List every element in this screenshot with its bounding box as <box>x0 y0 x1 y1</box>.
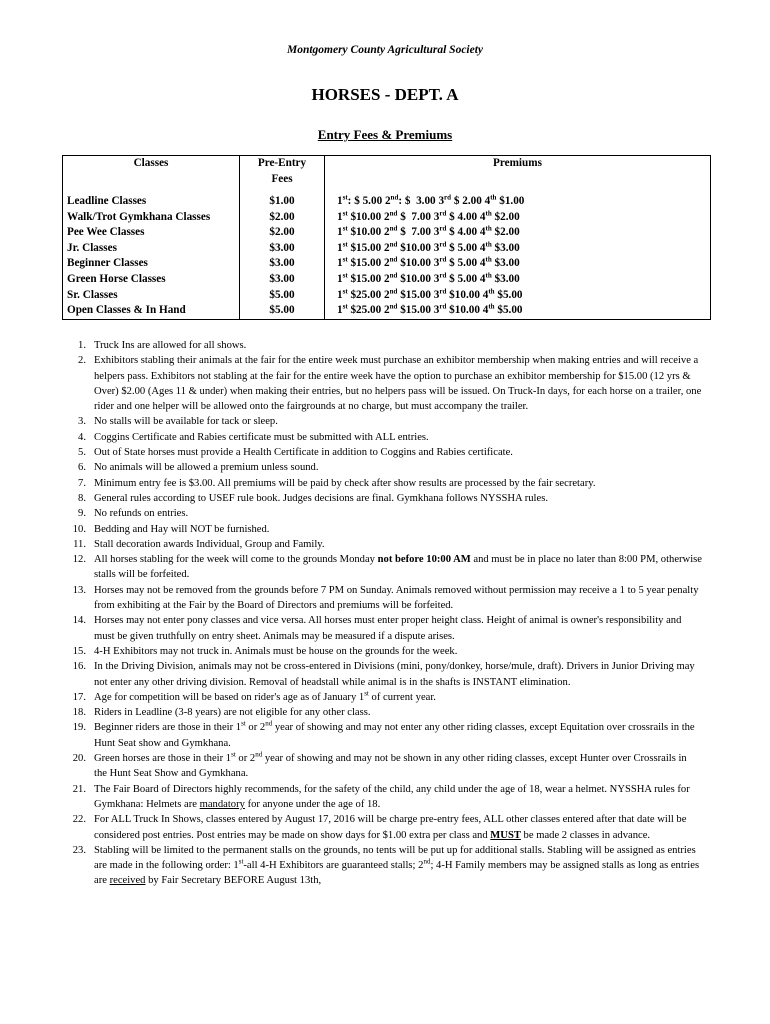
premium-value: $25.00 <box>350 288 382 301</box>
ordinal-suffix: nd <box>390 193 399 202</box>
rule-number: 21. <box>72 783 86 795</box>
rule-item <box>62 353 702 414</box>
rule-item <box>62 644 702 659</box>
premium-value: $15.00 <box>350 241 382 254</box>
premium-value: $10.00 <box>449 304 480 317</box>
rules-list <box>62 338 702 889</box>
ordinal-suffix: rd <box>439 255 447 264</box>
premium-value: $15.00 <box>400 288 431 301</box>
ordinal-suffix: st <box>342 240 348 249</box>
rule-item <box>62 338 702 353</box>
rule-text: Horses may not enter pony classes and vice versa. All horses must enter proper height class. Height of animal is owner's responsibility and must be given truthfully on entry sheet. Animals may be measured if a dispute arises. <box>94 615 682 642</box>
premium-value: $3.00 <box>494 272 520 285</box>
rule-text: Age for competition will be based on rider's age as of January 1st of current year. <box>94 689 436 703</box>
organization-name: Montgomery County Agricultural Society <box>286 44 484 56</box>
rule-text: Out of State horses must provide a Health Certificate in addition to Coggins and Rabies certificate. <box>94 447 513 459</box>
fee-row <box>63 256 711 272</box>
rule-text: 4-H Exhibitors may not truck in. Animals must be house on the grounds for the week. <box>94 645 458 657</box>
premium-amounts: 1st $25.00 2nd $15.00 3rd $10.00 4th $5.00 <box>325 303 711 319</box>
class-name: Beginner Classes <box>63 256 240 272</box>
rule-number: 5. <box>78 447 86 459</box>
premium-amounts: 1st $15.00 2nd $10.00 3rd $ 5.00 4th $3.00 <box>325 256 711 272</box>
rule-text: In the Driving Division, animals may not be cross-entered in Divisions (mini, pony/donkey, horse/mule, draft). Drivers in Junior Driving may not enter any other driving division. Removal of headstall while animal is in the shafts is INSTANT elimination. <box>94 661 695 688</box>
rule-number: 11. <box>73 538 86 550</box>
premium-value: $ 5.00 <box>449 241 478 254</box>
ordinal-suffix: nd <box>389 302 398 311</box>
pre-entry-fee: $5.00 <box>240 288 325 304</box>
rule-item <box>62 414 702 429</box>
rule-item <box>62 522 702 537</box>
ordinal-suffix: th <box>488 286 495 295</box>
rule-item <box>62 476 702 491</box>
fee-table <box>62 155 711 320</box>
premium-amounts: 1st $15.00 2nd $10.00 3rd $ 5.00 4th $3.00 <box>325 272 711 288</box>
rule-item <box>62 552 702 583</box>
premium-amounts: 1st: $ 5.00 2nd: $ 3.00 3rd $ 2.00 4th $1.00 <box>325 194 711 210</box>
rule-text: No animals will be allowed a premium unless sound. <box>94 462 319 474</box>
ordinal-suffix: th <box>490 193 497 202</box>
rule-number: 15. <box>72 645 86 657</box>
ordinal-suffix: st <box>342 286 348 295</box>
fee-row <box>63 210 711 226</box>
rule-text: Green horses are those in their 1st or 2nd year of showing and may not be shown in any other riding classes, except Hunter over Crossrails in the Hunt Seat Show and Gymkhana. <box>94 750 687 780</box>
ordinal-suffix: th <box>485 208 492 217</box>
rule-number: 17. <box>72 691 86 703</box>
rule-item <box>62 460 702 475</box>
premium-value: $5.00 <box>497 304 523 317</box>
rule-number: 9. <box>78 508 86 520</box>
rule-number: 8. <box>78 492 86 504</box>
premium-value: $ 4.00 <box>449 226 478 239</box>
pre-entry-fee: $2.00 <box>240 225 325 241</box>
bold-underlined-text: MUST <box>490 829 521 841</box>
rule-item <box>62 445 702 460</box>
ordinal-suffix: st <box>342 193 348 202</box>
rule-item <box>62 751 702 782</box>
class-name: Pee Wee Classes <box>63 225 240 241</box>
pre-entry-fee: $3.00 <box>240 241 325 257</box>
rule-text: Exhibitors stabling their animals at the fair for the entire week must purchase an exhibitor membership when making entries and will receive a helpers pass. Exhibitors not stabling at the fair for the entire week have the option to purchase an exhibitor membership for $15.00 (12 yrs & Over) $2.00 (Ages 11 & under) when making their entries, but no helpers pass will be issued. On Truck-In days, for each horse on a trailer, one rider and one helper will be allowed onto the fairgrounds at no charge, but must accompany the trailer. <box>94 355 702 413</box>
ordinal-suffix: rd <box>439 286 447 295</box>
premium-value: $10.00 <box>350 210 382 223</box>
premium-value: $1.00 <box>499 195 525 207</box>
premium-value: $ 5.00 <box>354 195 383 207</box>
rule-number: 19. <box>72 722 86 734</box>
rule-number: 20. <box>72 753 86 765</box>
ordinal-suffix: th <box>488 302 495 311</box>
rule-item <box>62 690 702 705</box>
ordinal-suffix: nd <box>255 750 263 759</box>
classes-header: Classes <box>63 156 240 195</box>
pre-entry-fee: $1.00 <box>240 194 325 210</box>
pre-entry-header <box>240 156 325 195</box>
rule-item <box>62 720 702 751</box>
class-name: Leadline Classes <box>63 194 240 210</box>
rule-text: Coggins Certificate and Rabies certificate must be submitted with ALL entries. <box>94 431 429 443</box>
rule-item <box>62 782 702 813</box>
ordinal-suffix: nd <box>265 719 273 728</box>
fee-row <box>63 241 711 257</box>
rule-text: The Fair Board of Directors highly recommends, for the safety of the child, any child under the age of 18, wear a helmet. NYSSHA rules for Gymkhana: Helmets are mandatory for anyone under the age of 18. <box>94 783 690 810</box>
rule-text: No refunds on entries. <box>94 508 189 520</box>
ordinal-suffix: st <box>342 302 348 311</box>
rule-number: 7. <box>78 477 86 489</box>
ordinal-suffix: st <box>231 750 236 759</box>
ordinal-suffix: st <box>364 689 369 698</box>
rule-number: 14. <box>72 615 86 627</box>
rule-text: Stall decoration awards Individual, Group and Family. <box>94 538 325 550</box>
rule-text: All horses stabling for the week will come to the grounds Monday not before 10:00 AM and must be in place no later than 8:00 PM, otherwise stalls will be forfeited. <box>94 554 702 581</box>
premium-value: $2.00 <box>494 226 520 239</box>
rule-number: 3. <box>78 416 86 428</box>
premium-value: $25.00 <box>350 304 382 317</box>
premium-value: $ 2.00 <box>453 195 482 207</box>
class-name: Green Horse Classes <box>63 272 240 288</box>
rule-item <box>62 491 702 506</box>
premium-value: $10.00 <box>449 288 480 301</box>
premium-value: $10.00 <box>400 272 431 285</box>
premium-value: $15.00 <box>350 272 382 285</box>
ordinal-suffix: th <box>485 271 492 280</box>
underlined-text: received <box>109 875 146 887</box>
rule-number: 12. <box>72 554 86 566</box>
ordinal-suffix: rd <box>439 208 447 217</box>
rule-number: 23. <box>72 844 86 856</box>
fee-table-header <box>63 156 711 195</box>
ordinal-suffix: st <box>342 224 348 233</box>
ordinal-suffix: rd <box>444 193 452 202</box>
premium-value: $ 5.00 <box>449 257 478 270</box>
premium-value: $15.00 <box>400 304 431 317</box>
fee-row <box>63 225 711 241</box>
premium-value: $ 5.00 <box>449 272 478 285</box>
premium-value: $5.00 <box>497 288 523 301</box>
rule-number: 13. <box>72 584 86 596</box>
ordinal-suffix: nd <box>389 286 398 295</box>
premium-value: $10.00 <box>400 241 431 254</box>
premium-amounts: 1st $10.00 2nd $ 7.00 3rd $ 4.00 4th $2.00 <box>325 225 711 241</box>
rule-text: General rules according to USEF rule book. Judges decisions are final. Gymkhana follows NYSSHA rules. <box>94 492 548 504</box>
fee-row <box>63 272 711 288</box>
ordinal-suffix: rd <box>439 302 447 311</box>
rule-number: 4. <box>78 431 86 443</box>
class-name: Open Classes & In Hand <box>63 303 240 319</box>
rule-item <box>62 613 702 644</box>
rule-text: Riders in Leadline (3-8 years) are not eligible for any other class. <box>94 707 371 719</box>
rule-text: Stabling will be limited to the permanent stalls on the grounds, no tents will be put up for additional stalls. Stabling will be assigned as entries are made in the following order: 1st-all 4-H Exhibitors are guaranteed stalls; 2nd; 4-H Family members may be assigned stalls as long as entries are received by Fair Secretary BEFORE August 13th, <box>94 844 700 887</box>
ordinal-suffix: rd <box>439 240 447 249</box>
class-name: Sr. Classes <box>63 288 240 304</box>
rule-number: 18. <box>72 707 86 719</box>
premium-value: $10.00 <box>400 257 431 270</box>
rule-text: Horses may not be removed from the grounds before 7 PM on Sunday. Animals removed without permission may receive a 1 to 5 year penalty from exhibiting at the Fair by the Board of Directors and premiums will be forfeited. <box>94 584 699 612</box>
ordinal-suffix: th <box>485 240 492 249</box>
pre-entry-fee: $5.00 <box>240 303 325 319</box>
bold-text: not before 10:00 AM <box>377 554 471 566</box>
rule-text: Truck Ins are allowed for all shows. <box>94 340 247 351</box>
ordinal-suffix: nd <box>389 271 398 280</box>
premium-amounts: 1st $25.00 2nd $15.00 3rd $10.00 4th $5.00 <box>325 288 711 304</box>
ordinal-suffix: nd <box>423 857 431 866</box>
rule-number: 10. <box>72 523 86 535</box>
underlined-text: mandatory <box>199 798 245 810</box>
rule-number: 6. <box>78 462 86 474</box>
ordinal-suffix: st <box>342 208 348 217</box>
rule-item <box>62 843 702 889</box>
rule-number: 22. <box>72 814 86 826</box>
ordinal-suffix: st <box>238 857 244 866</box>
section-subtitle: Entry Fees & Premiums <box>317 127 453 142</box>
rule-text: Minimum entry fee is $3.00. All premiums will be paid by check after show results are processed by the fair secretary. <box>94 477 596 489</box>
rule-item <box>62 583 702 614</box>
pre-entry-header-line2: Fees <box>271 172 293 185</box>
ordinal-suffix: nd <box>389 255 398 264</box>
rule-item <box>62 659 702 690</box>
premium-value: $3.00 <box>494 241 520 254</box>
rule-item <box>62 506 702 521</box>
class-name: Walk/Trot Gymkhana Classes <box>63 210 240 226</box>
premium-value: $3.00 <box>494 257 520 270</box>
ordinal-suffix: nd <box>389 224 398 233</box>
rule-item <box>62 430 702 445</box>
ordinal-suffix: rd <box>439 224 447 233</box>
rule-item <box>62 812 702 843</box>
pre-entry-fee: $3.00 <box>240 256 325 272</box>
premium-value: $ 3.00 <box>404 195 436 207</box>
ordinal-suffix: th <box>485 224 492 233</box>
pre-entry-header-line1: Pre-Entry <box>257 157 307 169</box>
fee-row <box>63 288 711 304</box>
rule-text: Bedding and Hay will NOT be furnished. <box>94 523 270 535</box>
pre-entry-fee: $3.00 <box>240 272 325 288</box>
rule-text: No stalls will be available for tack or sleep. <box>94 416 278 428</box>
rule-item <box>62 537 702 552</box>
premium-amounts: 1st $15.00 2nd $10.00 3rd $ 5.00 4th $3.00 <box>325 241 711 257</box>
fee-row <box>63 194 711 210</box>
ordinal-suffix: nd <box>389 208 398 217</box>
class-name: Jr. Classes <box>63 241 240 257</box>
rule-number: 16. <box>72 661 86 673</box>
premium-value: $ 7.00 <box>400 226 431 239</box>
department-title: HORSES - DEPT. A <box>311 85 459 104</box>
rule-text: Beginner riders are those in their 1st or 2nd year of showing and may not enter any other riding classes, except Equitation over crossrails in the Hunt Seat show and Gymkhana. <box>94 719 695 749</box>
premium-value: $2.00 <box>494 210 520 223</box>
premium-value: $ 7.00 <box>400 210 431 223</box>
ordinal-suffix: st <box>241 719 246 728</box>
ordinal-suffix: rd <box>439 271 447 280</box>
premium-value: $ 4.00 <box>449 210 478 223</box>
premiums-header: Premiums <box>325 156 711 195</box>
rule-number: 1. <box>78 340 86 351</box>
ordinal-suffix: nd <box>389 240 398 249</box>
ordinal-suffix: th <box>485 255 492 264</box>
pre-entry-fee: $2.00 <box>240 210 325 226</box>
premium-amounts: 1st $10.00 2nd $ 7.00 3rd $ 4.00 4th $2.00 <box>325 210 711 226</box>
rule-item <box>62 705 702 720</box>
ordinal-suffix: st <box>342 271 348 280</box>
rule-text: For ALL Truck In Shows, classes entered by August 17, 2016 will be charge pre-entry fees, ALL other classes entered after that date will be considered post entries. Post entries may be made on show days for $1.00 extra per class and MUST be made 2 classes in advance. <box>94 814 687 841</box>
premium-value: $15.00 <box>350 257 382 270</box>
ordinal-suffix: st <box>342 255 348 264</box>
rule-number: 2. <box>78 355 86 367</box>
premium-value: $10.00 <box>350 226 382 239</box>
fee-row <box>63 303 711 319</box>
